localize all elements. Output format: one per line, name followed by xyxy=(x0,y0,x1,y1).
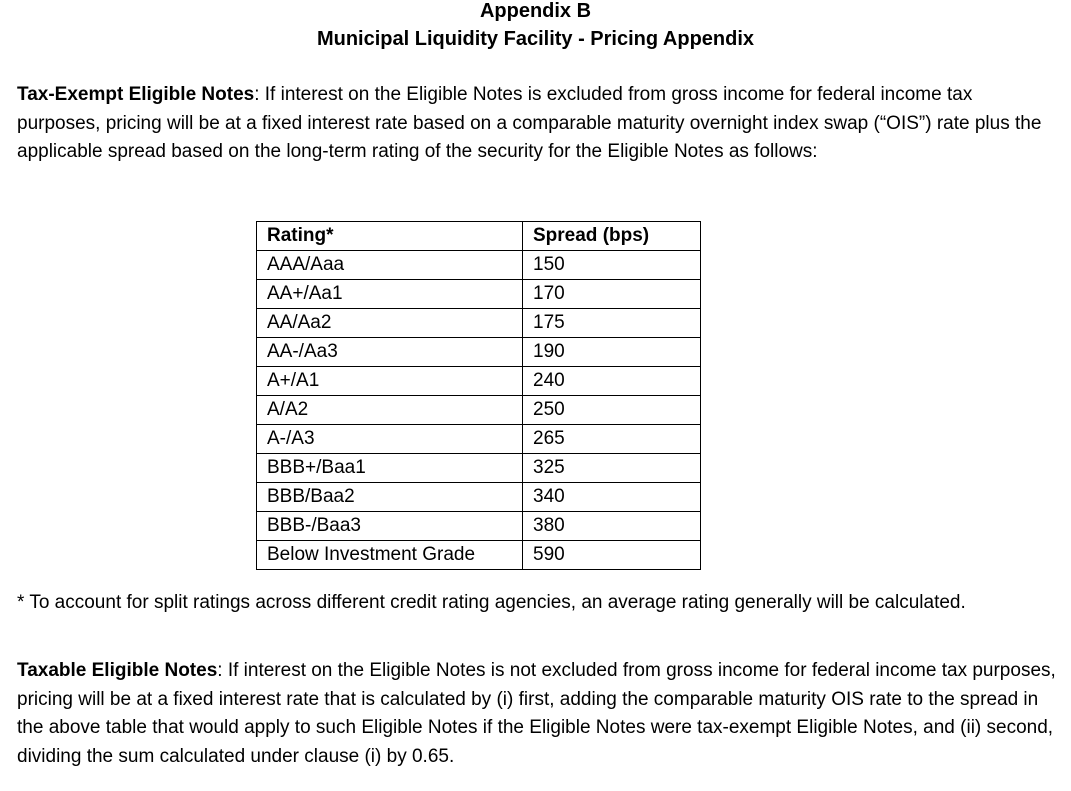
table-header-row xyxy=(257,222,701,251)
rating-cell: Below Investment Grade xyxy=(257,541,523,570)
spread-cell: 265 xyxy=(523,425,701,454)
spread-cell: 170 xyxy=(523,280,701,309)
taxable-paragraph xyxy=(17,657,1057,771)
tax-exempt-lead: Tax-Exempt Eligible Notes xyxy=(17,84,255,105)
tax-exempt-text: : If interest on the Eligible Notes is excluded from gross income for federal income tax purposes, pricing will be at a fixed interest rate based on a comparable maturity overnight index swap (“OIS”) rate plus the applicable spread based on the long-term rating of the security for the Eligible Notes as follows: xyxy=(17,84,1042,162)
tax-exempt-paragraph xyxy=(17,81,1057,167)
column-header-spread: Spread (bps) xyxy=(523,222,701,251)
rating-cell: BBB-/Baa3 xyxy=(257,512,523,541)
spread-cell: 380 xyxy=(523,512,701,541)
rating-cell: AA/Aa2 xyxy=(257,309,523,338)
table-row xyxy=(257,309,701,338)
appendix-title: Appendix B xyxy=(479,0,592,22)
table-row xyxy=(257,367,701,396)
taxable-text: : If interest on the Eligible Notes is not excluded from gross income for federal income tax purposes, pricing will be at a fixed interest rate that is calculated by (i) first, adding the comparable maturity OIS rate to the spread in the above table that would apply to such Eligible Notes if the Eligible Notes were tax-exempt Eligible Notes, and (ii) second, dividing the sum calculated under clause (i) by 0.65. xyxy=(17,660,1056,767)
spread-cell: 250 xyxy=(523,396,701,425)
table-row xyxy=(257,425,701,454)
table-row xyxy=(257,454,701,483)
spread-cell: 150 xyxy=(523,251,701,280)
rating-cell: AAA/Aaa xyxy=(257,251,523,280)
spread-cell: 325 xyxy=(523,454,701,483)
spread-cell: 590 xyxy=(523,541,701,570)
rating-cell: A+/A1 xyxy=(257,367,523,396)
table-row xyxy=(257,396,701,425)
table-row xyxy=(257,338,701,367)
rating-cell: BBB/Baa2 xyxy=(257,483,523,512)
table-row xyxy=(257,512,701,541)
rating-cell: AA-/Aa3 xyxy=(257,338,523,367)
taxable-lead: Taxable Eligible Notes xyxy=(17,660,218,681)
table-row xyxy=(257,280,701,309)
spread-cell: 240 xyxy=(523,367,701,396)
rating-cell: A-/A3 xyxy=(257,425,523,454)
spread-cell: 340 xyxy=(523,483,701,512)
rating-cell: AA+/Aa1 xyxy=(257,280,523,309)
rating-cell: A/A2 xyxy=(257,396,523,425)
pricing-table xyxy=(256,221,701,570)
table-row xyxy=(257,483,701,512)
table-row xyxy=(257,251,701,280)
column-header-rating: Rating* xyxy=(257,222,523,251)
spread-cell: 175 xyxy=(523,309,701,338)
footnote: * To account for split ratings across different credit rating agencies, an average rating generally will be calculated. xyxy=(17,592,966,613)
table-row xyxy=(257,541,701,570)
spread-cell: 190 xyxy=(523,338,701,367)
rating-cell: BBB+/Baa1 xyxy=(257,454,523,483)
appendix-subtitle: Municipal Liquidity Facility - Pricing Appendix xyxy=(316,28,755,50)
